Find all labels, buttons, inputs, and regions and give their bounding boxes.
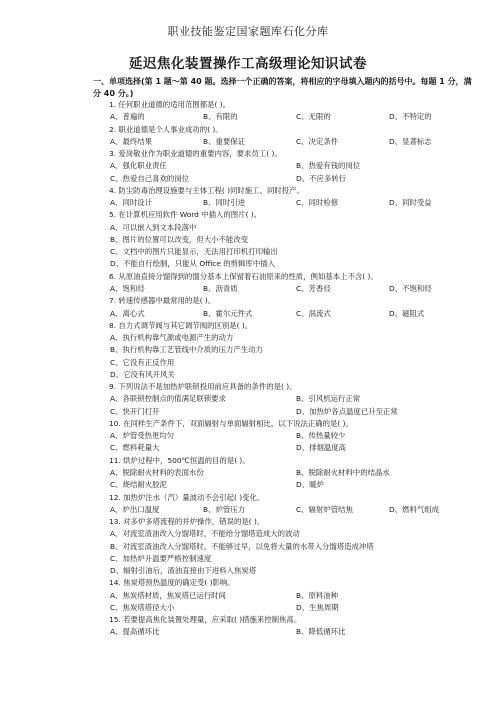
option-row — [108, 504, 488, 516]
answer-option: C、文档中的图片只能显示，无法用打印机打印输出 — [110, 247, 278, 257]
option-row — [108, 479, 488, 491]
answer-option: D、燃料气组成 — [389, 504, 440, 514]
question-stem: 15. 若要提高焦化装置处理量，应采取( )措施来控制焦高。 — [109, 615, 302, 625]
answer-option: D、显著标志 — [389, 136, 432, 146]
option-row — [108, 406, 488, 418]
option-row — [108, 197, 488, 209]
answer-option: D、同时受益 — [389, 198, 432, 208]
answer-option: B、脱除耐火材料中的结晶水 — [296, 467, 390, 477]
option-row — [108, 467, 488, 479]
question-stem: 10. 在同样生产条件下，双面辐射与单面辐射相比，以下说法正确的是( )。 — [109, 418, 353, 428]
question-item — [108, 99, 488, 124]
answer-option: B、原料油种 — [296, 590, 339, 600]
answer-option: A、炉出口温度 — [110, 504, 160, 514]
answer-option: C、燃料耗量大 — [110, 443, 160, 453]
answer-option: D、暖炉 — [296, 480, 324, 490]
answer-option: A、各联锁控制点的值满足联锁要求 — [110, 394, 226, 404]
answer-option: D、生焦周期 — [296, 602, 339, 612]
option-row — [108, 173, 488, 185]
option-row — [108, 393, 488, 405]
answer-option: D、辐射引油后，渣油直接由下进料入焦炭塔 — [110, 566, 257, 576]
answer-option: D、它没有风开风关 — [110, 369, 175, 379]
answer-option: C、烧结耐火胶泥 — [110, 480, 167, 490]
answer-option: C、芳香烃 — [296, 283, 331, 293]
option-row — [108, 136, 488, 148]
answer-option: D、排烟温度高 — [296, 443, 347, 453]
answer-option: D、不能自行绘制，只能从 Office 的剪辑库中插入 — [110, 259, 275, 269]
answer-option: A、可以嵌入到文本段落中 — [110, 222, 197, 232]
question-item — [108, 516, 488, 577]
option-row — [108, 590, 488, 602]
answer-option: C、热爱自己喜欢的岗位 — [110, 173, 190, 183]
question-stem: 8. 自力式调节阀与其它调节阀的区别是( )。 — [109, 320, 253, 330]
answer-option: D、磁阻式 — [389, 308, 425, 318]
question-stem: 1. 任何职业道德的适用范围都是( )。 — [109, 100, 230, 109]
question-item — [108, 614, 488, 639]
answer-option: A、脱除耐火材料的表面水份 — [110, 467, 204, 477]
question-item — [108, 124, 488, 149]
question-stem: 11. 烘炉过程中，500℃恒温的目的是( )。 — [109, 455, 250, 465]
section-instructions: 一、单项选择(第 1 题～第 40 题。选择一个正确的答案，将相应的字母填入题内的括号中。每题 1 分，满分 40 分。) — [93, 77, 472, 98]
option-row — [108, 283, 488, 295]
question-item — [108, 418, 488, 455]
question-stem: 12. 加热炉注水（汽）量波动不会引起( )变化。 — [109, 492, 265, 502]
question-item — [108, 492, 488, 517]
question-stem: 7. 转速传感器中最常用的是( )。 — [109, 296, 216, 306]
answer-option: D、不饱和烃 — [389, 283, 432, 293]
answer-option: A、对流室渣油改入分馏塔时，不能给分馏塔造成大的波动 — [110, 529, 300, 539]
question-stem: 2. 职业道德是个人事业成功的( )。 — [109, 124, 223, 134]
answer-option: B、热爱有钱的岗位 — [296, 161, 361, 171]
answer-option: D、加热炉各点温度已升至正常 — [296, 406, 398, 416]
answer-option: B、传热量较少 — [296, 431, 346, 441]
answer-option: A、焦炭塔材质，焦炭塔已运行时间 — [110, 590, 226, 600]
answer-option: A、执行机构靠气源或电源产生的动力 — [110, 333, 234, 343]
answer-option: C、辐射炉管结焦 — [296, 504, 353, 514]
answer-option: C、它没有正反作用 — [110, 357, 175, 367]
answer-option: A、炉管受热更均匀 — [110, 431, 175, 441]
answer-option: D、不应多转行 — [296, 173, 347, 183]
question-stem: 9. 下列说法不是加热炉联锁投用前应具备的条件的是( )。 — [109, 382, 297, 392]
question-item — [108, 271, 488, 296]
exam-title: 延迟焦化装置操作工高级理论知识试卷 — [129, 56, 367, 72]
question-item — [108, 381, 488, 418]
question-item — [108, 577, 488, 614]
question-item — [108, 455, 488, 492]
question-item — [108, 185, 488, 210]
answer-option: A、同时设计 — [110, 198, 153, 208]
answer-option: A、最终结果 — [110, 136, 153, 146]
answer-option: B、引风机运行正常 — [296, 394, 361, 404]
option-row — [108, 442, 488, 454]
option-row — [108, 602, 488, 614]
answer-option: B、同时引进 — [203, 198, 246, 208]
option-row — [108, 626, 488, 638]
answer-option: C、无限的 — [296, 112, 331, 122]
answer-option: A、离心式 — [110, 308, 145, 318]
page-header: 职业技能鉴定国家题库石化分库 — [167, 25, 329, 38]
answer-option: B、炉管压力 — [203, 504, 246, 514]
answer-option: C、快开门打开 — [110, 406, 160, 416]
answer-option: C、焦炭塔塔径大小 — [110, 602, 175, 612]
answer-option: B、重要保证 — [203, 136, 246, 146]
answer-option: B、执行机构靠工艺管线中介质的压力产生动力 — [110, 345, 263, 355]
option-row — [108, 308, 488, 320]
answer-option: A、强化职业责任 — [110, 161, 167, 171]
option-row — [108, 111, 488, 123]
question-item — [108, 320, 488, 381]
option-row — [108, 160, 488, 172]
answer-option: B、对流室渣油改入分馏塔时，不能够过早，以免将大量的水带入分馏塔造成冲塔 — [110, 541, 374, 551]
answer-option: A、饱和烃 — [110, 283, 145, 293]
question-stem: 13. 对多炉多塔流程的并炉操作，错误的是( )。 — [109, 517, 265, 527]
question-stem: 3. 爱岗敬业作为职业道德的重要内容，要求员工( )。 — [109, 149, 282, 159]
question-stem: 14. 焦炭塔预热温度的确定受( )影响。 — [109, 578, 235, 588]
answer-option: C、同时检修 — [296, 198, 339, 208]
answer-option: B、霍尔元件式 — [203, 308, 253, 318]
answer-option: B、图片的位置可以改变，但大小不能改变 — [110, 234, 249, 244]
answer-option: C、加热炉升温要严格控制速度 — [110, 553, 212, 563]
question-item — [108, 295, 488, 320]
answer-option: D、不特定的 — [389, 112, 432, 122]
question-item — [108, 209, 488, 270]
question-stem: 4. 防尘防毒治理设施要与主体工程( )同时施工、同时投产。 — [109, 185, 304, 195]
answer-option: B、有限的 — [203, 112, 238, 122]
question-stem: 6. 从原油直接分馏得到的馏分基本上保留着石油原来的性质，例如基本上不含( )。 — [109, 271, 378, 281]
answer-option: A、提高循环比 — [110, 627, 160, 637]
answer-option: B、降低循环比 — [296, 627, 346, 637]
question-item — [108, 148, 488, 185]
question-list — [108, 99, 488, 639]
answer-option: C、涡流式 — [296, 308, 331, 318]
answer-option: B、沥青质 — [203, 283, 238, 293]
question-stem: 5. 在计算机应用软件 Word 中插入的图片( )。 — [109, 210, 262, 220]
answer-option: A、普遍的 — [110, 112, 145, 122]
option-row — [108, 430, 488, 442]
answer-option: C、决定条件 — [296, 136, 339, 146]
